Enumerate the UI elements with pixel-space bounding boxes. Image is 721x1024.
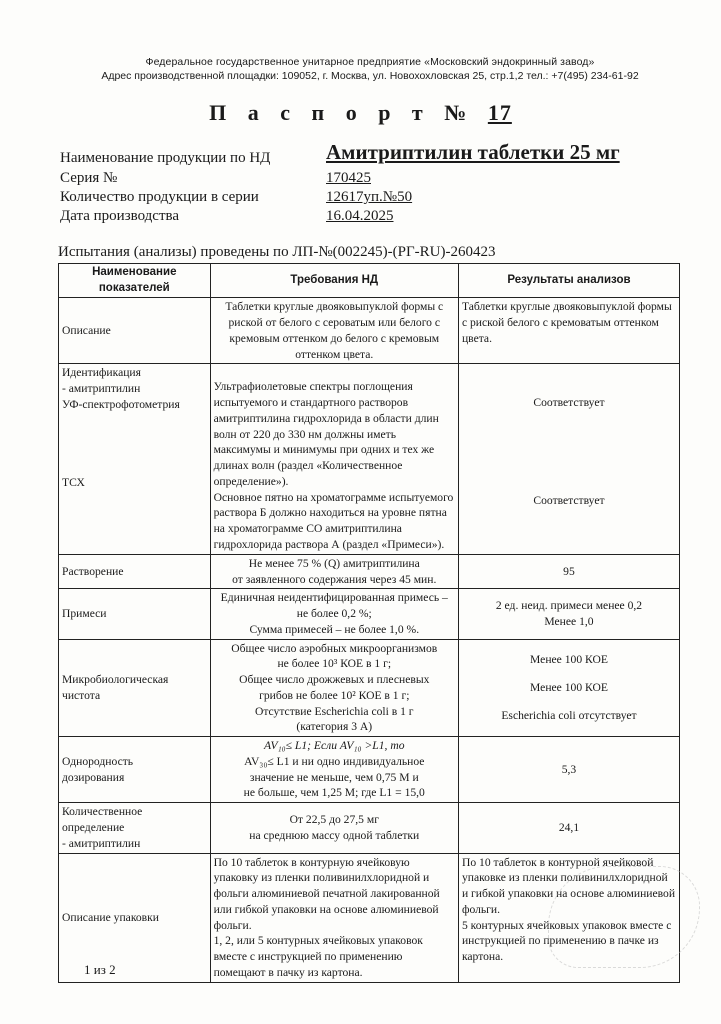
name-line: Количественное bbox=[62, 805, 143, 819]
req-line: не больше, чем 1,25 М; где L1 = 15,0 bbox=[243, 786, 425, 800]
row-name bbox=[59, 364, 211, 554]
table-row bbox=[59, 803, 680, 853]
row-name: Описание упаковки bbox=[59, 853, 211, 982]
table-header-row bbox=[59, 264, 680, 298]
company-address: Адрес производственной площадки: 109052, г. Москва, ул. Новохохловская 25, стр.1,2 тел.: +7(495) 234-61-92 bbox=[101, 70, 639, 82]
req-line: грибов не более 10² КОЕ в 1 г; bbox=[259, 688, 410, 702]
table-row bbox=[59, 589, 680, 639]
name-line: - амитриптилин bbox=[62, 836, 141, 850]
table-row bbox=[59, 737, 680, 803]
req-line: Общее число аэробных микроорганизмов bbox=[231, 641, 438, 655]
name-line: УФ-спектрофотометрия bbox=[62, 397, 180, 411]
series-label: Серия № bbox=[60, 170, 118, 186]
name-line: дозирования bbox=[62, 770, 125, 784]
row-result: 5,3 bbox=[458, 737, 679, 803]
result-line: 2 ед. неид. примеси менее 0,2 bbox=[495, 599, 643, 613]
req-paragraph: 1, 2, или 5 контурных ячейковых упаковок вместе с инструкцией по применению помещают в пачку из картона. bbox=[213, 934, 423, 979]
req-paragraph: По 10 таблеток в контурную ячейковую упаковку из пленки поливинилхлоридной и фольги алюминиевой печатной лакированной или гибкой упаковки на основе алюминиевой фольги. bbox=[213, 855, 440, 932]
req-paragraph: Ультрафиолетовые спектры поглощения испытуемого и стандартного растворов амитриптилина гидрохлорида в области длин волн от 220 до 330 нм должны иметь максимумы и минимумы при одних и тех же длинах волн (раздел «Количественное определение»). bbox=[213, 380, 439, 488]
table-row bbox=[59, 364, 680, 554]
row-requirement bbox=[210, 853, 458, 982]
row-requirement bbox=[210, 554, 458, 589]
req-line: от заявленного содержания через 45 мин. bbox=[232, 572, 437, 586]
name-line: определение bbox=[62, 820, 125, 834]
header-indicator: Наименование показателей bbox=[59, 264, 211, 298]
result-line: Соответствует bbox=[533, 494, 605, 508]
req-line: Отсутствие Escherichia coli в 1 г bbox=[254, 704, 414, 718]
req-line: AV₁₀≤ L1; Если AV₁₀ >L1, то bbox=[264, 739, 405, 753]
req-line: Сумма примесей – не более 1,0 %. bbox=[249, 622, 420, 636]
row-requirement: Таблетки круглые двояковыпуклой формы с риской от белого с сероватым или белого с кремовым оттенком до белого с кремовым оттенком цвета. bbox=[210, 298, 458, 364]
company-name: Федеральное государственное унитарное предприятие «Московский эндокринный завод» bbox=[145, 56, 595, 68]
row-result bbox=[458, 639, 679, 737]
row-name bbox=[59, 639, 211, 737]
row-result: 24,1 bbox=[458, 803, 679, 853]
result-line: Escherichia coli отсутствует bbox=[501, 708, 637, 722]
name-line: Микробиологическая bbox=[62, 673, 169, 687]
product-label: Наименование продукции по НД bbox=[60, 150, 271, 166]
title-label: П а с п о р т № bbox=[209, 100, 475, 125]
result-paragraph: 5 контурных ячейковых упаковок вместе с инструкцией по применению в пачке из картона. bbox=[461, 918, 672, 964]
req-line: От 22,5 до 27,5 мг bbox=[289, 813, 379, 827]
row-result bbox=[458, 589, 679, 639]
result-line: Менее 100 КОЕ bbox=[530, 653, 608, 667]
result-line: Соответствует bbox=[533, 396, 605, 410]
table-row bbox=[59, 639, 680, 737]
result-line: Менее 1,0 bbox=[544, 614, 594, 628]
page-number: 1 из 2 bbox=[84, 962, 116, 977]
header-requirements: Требования НД bbox=[210, 264, 458, 298]
product-value: Амитриптилин таблетки 25 мг bbox=[326, 140, 620, 164]
row-result bbox=[458, 364, 679, 554]
req-line: не более 10³ КОЕ в 1 г; bbox=[277, 657, 392, 671]
header-results: Результаты анализов bbox=[458, 264, 679, 298]
row-requirement bbox=[210, 639, 458, 737]
row-name: Примеси bbox=[59, 589, 211, 639]
name-line: Идентификация bbox=[62, 366, 141, 380]
result-line: Менее 100 КОЕ bbox=[530, 680, 608, 694]
row-result: 95 bbox=[458, 554, 679, 589]
row-result: Таблетки круглые двояковыпуклой формы с риской белого с кремоватым оттенком цвета. bbox=[458, 298, 679, 364]
row-name bbox=[59, 737, 211, 803]
page-title bbox=[0, 100, 721, 126]
quantity-value: 12617уп.№50 bbox=[326, 189, 413, 205]
date-value: 16.04.2025 bbox=[326, 208, 394, 224]
req-line: на среднюю массу одной таблетки bbox=[249, 828, 420, 842]
quantity-label: Количество продукции в серии bbox=[60, 189, 259, 205]
row-requirement bbox=[210, 589, 458, 639]
row-name bbox=[59, 803, 211, 853]
row-name: Описание bbox=[59, 298, 211, 364]
req-paragraph: Основное пятно на хроматограмме испытуемого раствора Б должно находиться на уровне пятна на хроматограмме СО амитриптилина гидрохлорида раствора А (раздел «Примеси»). bbox=[213, 490, 454, 551]
row-requirement bbox=[210, 737, 458, 803]
tests-basis: Испытания (анализы) проведены по ЛП-№(002245)-(РГ-RU)-260423 bbox=[58, 244, 496, 260]
req-line: Единичная неидентифицированная примесь – не более 0,2 %; bbox=[220, 591, 448, 621]
name-line: чистота bbox=[62, 688, 101, 702]
table-row bbox=[59, 554, 680, 589]
result-paragraph: По 10 таблеток в контурной ячейковой упаковке из пленки поливинилхлоридной и гибкой упаковки на основе алюминиевой фольги. bbox=[461, 855, 676, 916]
req-line: Не менее 75 % (Q) амитриптилина bbox=[248, 556, 420, 570]
name-line: Однородность bbox=[62, 754, 134, 768]
row-requirement bbox=[210, 364, 458, 554]
req-line: значение не меньше, чем 0,75 М и bbox=[249, 770, 419, 784]
req-line: Общее число дрожжевых и плесневых bbox=[239, 673, 430, 687]
title-number: 17 bbox=[487, 100, 512, 125]
name-line: - амитриптилин bbox=[62, 382, 141, 396]
row-requirement bbox=[210, 803, 458, 853]
table-row bbox=[59, 298, 680, 364]
req-line: (категория 3 А) bbox=[296, 720, 373, 734]
name-line: ТСХ bbox=[62, 475, 85, 489]
req-line: AV₃₀≤ L1 и ни одно индивидуальное bbox=[244, 754, 425, 768]
faint-stamp-mark bbox=[548, 866, 700, 968]
row-name: Растворение bbox=[59, 554, 211, 589]
date-label: Дата производства bbox=[60, 208, 180, 224]
series-value: 170425 bbox=[326, 170, 371, 186]
